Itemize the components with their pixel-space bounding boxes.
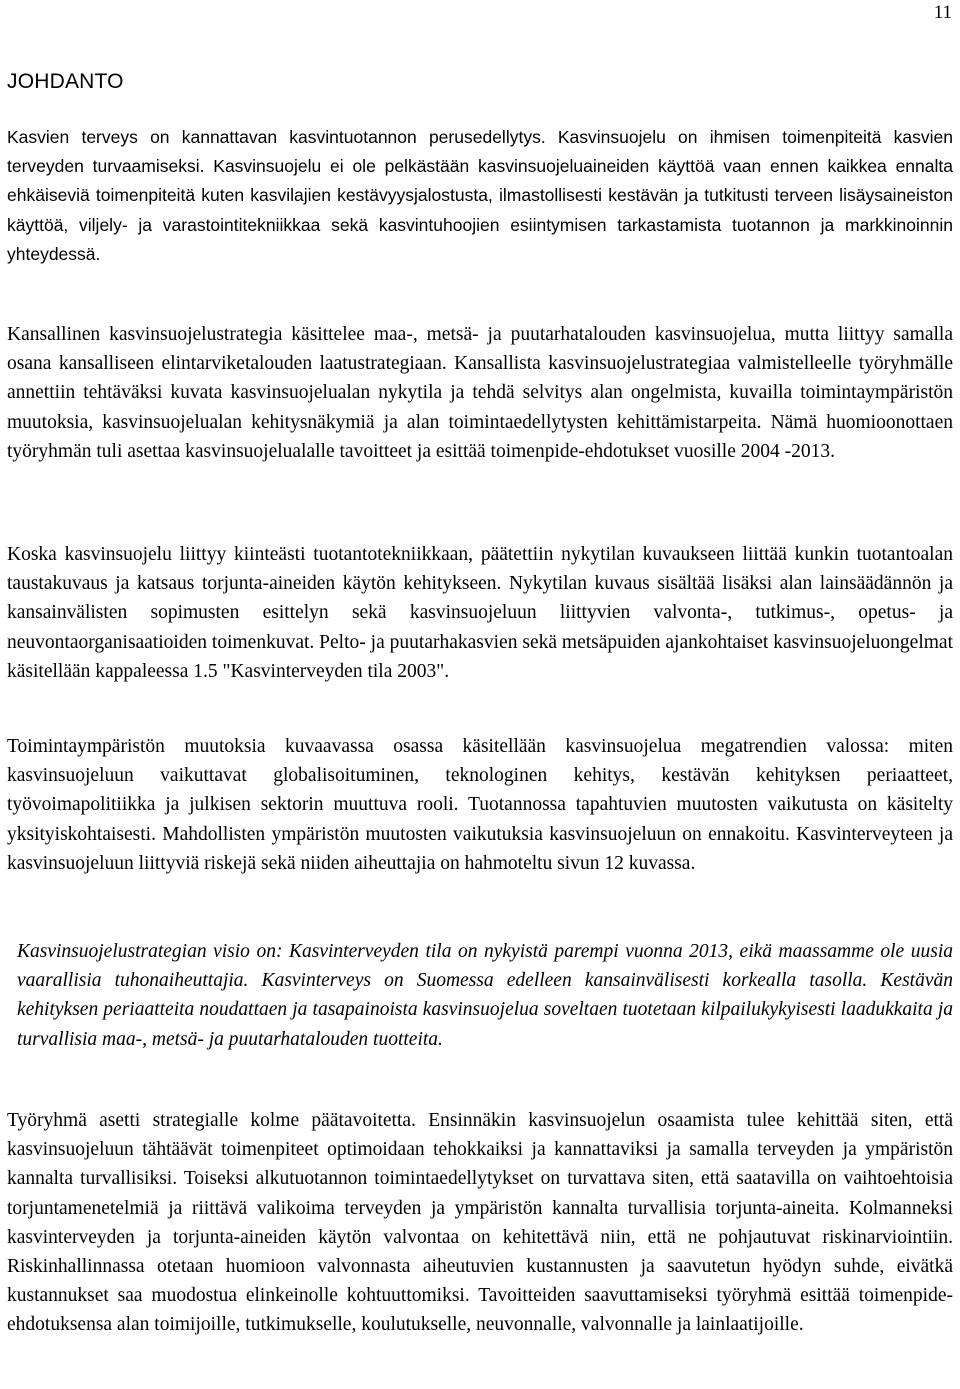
section-heading: JOHDANTO bbox=[7, 70, 124, 93]
vision-quote: Kasvinsuojelustrategian visio on: Kasvinterveyden tila on nykyistä parempi vuonna 2013, eikä maassamme ole uusia vaarallisia tuhonaiheuttajia. Kasvinterveys on Suomessa edelleen kansainvälisesti korkealla tasolla. Kestävän kehityksen periaatteita noudattaen ja tasapainoista kasvinsuojelua soveltaen tuotetaan kilpailukykyisesti laadukkaita ja turvallisia maa-, metsä- ja puutarhatalouden tuotteita. bbox=[17, 941, 953, 1050]
paragraph-main-goals: Työryhmä asetti strategialle kolme päätavoitetta. Ensinnäkin kasvinsuojelun osaamista tulee kehittää siten, että kasvinsuojeluun tähtäävät toimenpiteet optimoidaan tehokkaiksi ja kannattaviksi ja samalla terveyden ja ympäristön kannalta turvallisiksi. Toiseksi alkutuotannon toimintaedellytykset on turvattava siten, että saatavilla on vaihtoehtoisia torjuntamenetelmiä ja riittävä valikoima terveyden ja ympäristön kannalta turvallisia torjunta-aineita. Kolmanneksi kasvinterveyden ja torjunta-aineiden käytön valvontaa on kehitettävä niin, että ne pohjautuvat riskinarviointiin. Riskinhallinnassa otetaan huomioon valvonnasta aiheutuvien kustannusten ja saavutetun hyödyn suhde, eivätkä kustannukset saa muodostua elinkeinolle kohtuuttomiksi. Tavoitteiden saavuttamiseksi työryhmä esittää toimenpide-ehdotuksensa alan toimijoille, tutkimukselle, koulutukselle, neuvonnalle, valvonnalle ja lainlaatijoille. bbox=[7, 1110, 953, 1336]
paragraph-intro: Kasvien terveys on kannattavan kasvintuotannon perusedellytys. Kasvinsuojelu on ihmisen toimenpiteitä kasvien terveyden turvaamiseksi. Kasvinsuojelu ei ole pelkästään kasvinsuojeluaineiden käyttöä vaan ennen kaikkea ennalta ehkäiseviä toimenpiteitä kuten kasvilajien kestävyysjalostusta, ilmastollisesti kestävän ja tutkitusti terveen lisäysaineiston käyttöä, viljely- ja varastointitekniikkaa sekä kasvintuhoojien esiintymisen tarkastamista tuotannon ja markkinoinnin yhteydessä. bbox=[7, 127, 953, 264]
paragraph-operating-environment: Toimintaympäristön muutoksia kuvaavassa osassa käsitellään kasvinsuojelua megatrendien valossa: miten kasvinsuojeluun vaikuttavat globalisoituminen, teknologinen kehitys, kestävän kehityksen periaatteet, työvoimapolitiikka ja julkisen sektorin muuttuva rooli. Tuotannossa tapahtuvien muutosten vaikutusta on käsitelty yksityiskohtaisesti. Mahdollisten ympäristön muutosten vaikutuksia kasvinsuojeluun on ennakoitu. Kasvinterveyteen ja kasvinsuojeluun liittyviä riskejä sekä niiden aiheuttajia on hahmoteltu sivun 12 kuvassa. bbox=[7, 736, 953, 874]
page-number: 11 bbox=[933, 2, 952, 23]
paragraph-national-strategy: Kansallinen kasvinsuojelustrategia käsittelee maa-, metsä- ja puutarhatalouden kasvinsuojelua, mutta liittyy samalla osana kansalliseen elintarviketalouden laatustrategiaan. Kansallista kasvinsuojelustrategiaa valmistelleelle työryhmälle annettiin tehtäväksi kuvata kasvinsuojelualan nykytila ja tehdä selvitys alan ongelmista, kuvailla toimintaympäristön muutoksia, kasvinsuojelualan kehitysnäkymiä ja alan toimintaedellytysten kehittämistarpeita. Nämä huomioonottaen työryhmän tuli asettaa kasvinsuojelualalle tavoitteet ja esittää toimenpide-ehdotukset vuosille 2004 -2013. bbox=[7, 324, 953, 462]
paragraph-current-state: Koska kasvinsuojelu liittyy kiinteästi tuotantotekniikkaan, päätettiin nykytilan kuvaukseen liittää kunkin tuotantoalan taustakuvaus ja katsaus torjunta-aineiden käytön kehitykseen. Nykytilan kuvaus sisältää lisäksi alan lainsäädännön ja kansainvälisten sopimusten esittelyn sekä kasvinsuojeluun liittyvien valvonta-, tutkimus-, opetus- ja neuvontaorganisaatioiden toimenkuvat. Pelto- ja puutarhakasvien sekä metsäpuiden ajankohtaiset kasvinsuojeluongelmat käsitellään kappaleessa 1.5 "Kasvinterveyden tila 2003". bbox=[7, 544, 953, 682]
